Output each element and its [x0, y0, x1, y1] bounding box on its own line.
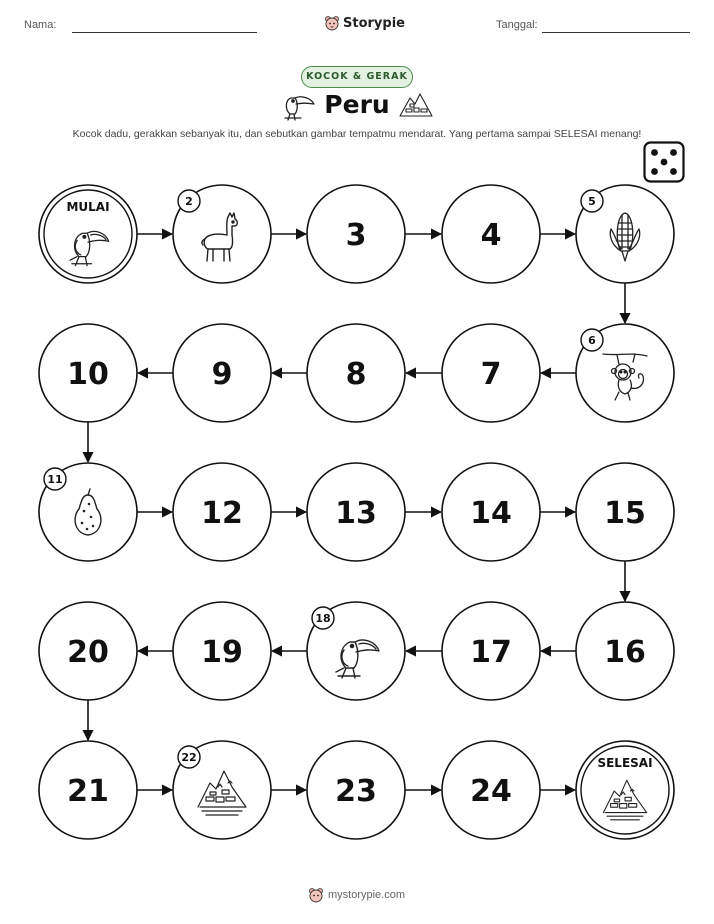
- cell-number: 6: [588, 334, 596, 347]
- cell-number: 5: [588, 195, 596, 208]
- cell-number: 8: [345, 357, 367, 392]
- cell-number: 9: [211, 357, 233, 392]
- cell-number: 19: [201, 635, 243, 670]
- cell-number: 13: [335, 496, 377, 531]
- brand-name: Storypie: [343, 15, 405, 31]
- cell-number: 4: [480, 218, 502, 253]
- cell-number: 20: [67, 635, 109, 670]
- board-cell-11: [39, 463, 137, 561]
- cell-number: 15: [604, 496, 646, 531]
- board-cell-9: [173, 324, 271, 422]
- cell-number: 14: [470, 496, 512, 531]
- board-cell-18: [307, 602, 405, 700]
- board-cell-19: [173, 602, 271, 700]
- board-cell-8: [307, 324, 405, 422]
- cell-number: 17: [470, 635, 512, 670]
- date-label: Tanggal:: [496, 19, 538, 31]
- board-cell-12: [173, 463, 271, 561]
- instructions: Kocok dadu, gerakkan sebanyak itu, dan sebutkan gambar tempatmu mendarat. Yang pertama sampai SELESAI menang!: [72, 128, 642, 140]
- footer: [308, 886, 405, 904]
- cell-number: 2: [185, 195, 193, 208]
- cell-number: 18: [315, 612, 331, 625]
- board-cell-23: [307, 741, 405, 839]
- activity-badge: KOCOK & GERAK: [301, 66, 413, 88]
- board-cell-16: [576, 602, 674, 700]
- cell-number: 10: [67, 357, 109, 392]
- cell-number: 16: [604, 635, 646, 670]
- storypie-mascot-icon: [308, 887, 324, 903]
- page-title: Peru: [324, 90, 390, 119]
- board-cell-7: [442, 324, 540, 422]
- footer-url: mystorypie.com: [328, 889, 406, 901]
- start-label: MULAI: [66, 200, 110, 214]
- finish-label: SELESAI: [597, 756, 653, 770]
- cell-number: 21: [67, 774, 109, 809]
- board-cell-6: [576, 324, 674, 422]
- cell-number: 11: [47, 473, 63, 486]
- board-cell-20: [39, 602, 137, 700]
- board-cell-15: [576, 463, 674, 561]
- cell-number: 22: [181, 751, 197, 764]
- board-cell-17: [442, 602, 540, 700]
- board-cell-22: [173, 741, 271, 839]
- board-cell-14: [442, 463, 540, 561]
- board-cell-13: [307, 463, 405, 561]
- board-cell-2: [173, 185, 271, 283]
- cell-number: 3: [345, 218, 367, 253]
- board-cell-4: [442, 185, 540, 283]
- board-cell-3: [307, 185, 405, 283]
- board-cell-finish: [576, 741, 674, 839]
- cell-number: 12: [201, 496, 243, 531]
- cell-number: 24: [470, 774, 512, 809]
- name-label: Nama:: [24, 19, 57, 31]
- board-cell-start: [39, 185, 137, 283]
- cell-number: 23: [335, 774, 377, 809]
- board-cell-5: [576, 185, 674, 283]
- board-cell-21: [39, 741, 137, 839]
- board-cells: [39, 185, 674, 839]
- cell-number: 7: [480, 357, 502, 392]
- board-cell-10: [39, 324, 137, 422]
- board-cell-24: [442, 741, 540, 839]
